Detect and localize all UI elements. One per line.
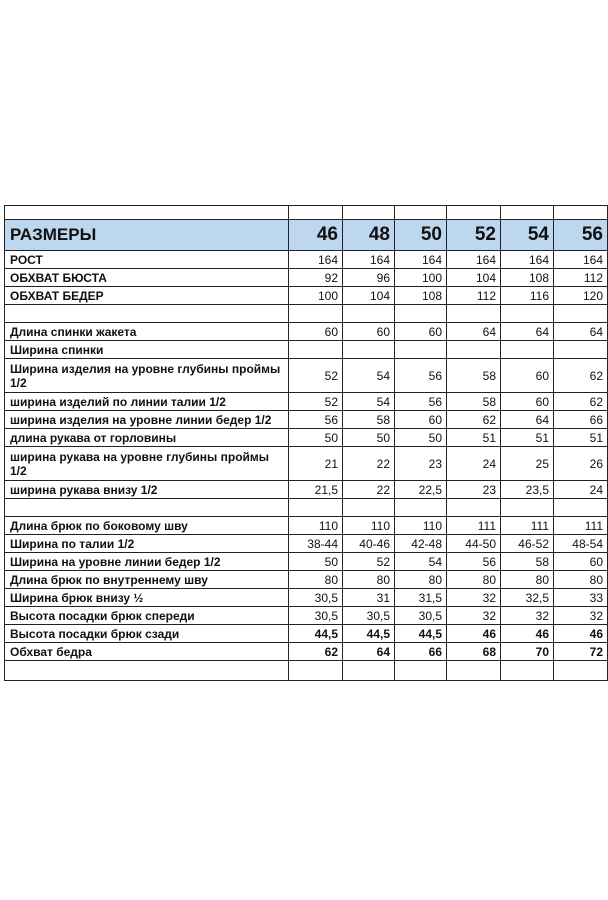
row-value: 164 [289, 251, 343, 269]
row-value: 116 [501, 287, 554, 305]
row-value: 56 [289, 411, 343, 429]
row-value: 22,5 [395, 481, 447, 499]
row-value: 54 [343, 393, 395, 411]
row-value: 21,5 [289, 481, 343, 499]
row-value: 120 [554, 287, 608, 305]
table-top-empty-row [5, 206, 608, 220]
row-value: 46-52 [501, 535, 554, 553]
row-value: 50 [289, 429, 343, 447]
row-value: 32 [447, 607, 501, 625]
row-value: 40-46 [343, 535, 395, 553]
row-value: 23 [395, 447, 447, 481]
row-value: 64 [501, 323, 554, 341]
row-value: 96 [343, 269, 395, 287]
row-label: Ширина спинки [5, 341, 289, 359]
row-value: 44-50 [447, 535, 501, 553]
row-value: 64 [501, 411, 554, 429]
row-label: ширина рукава на уровне глубины проймы 1/2 [5, 447, 289, 481]
row-value: 23,5 [501, 481, 554, 499]
row-value: 112 [447, 287, 501, 305]
row-value: 80 [447, 571, 501, 589]
table-row [5, 517, 608, 535]
table-row [5, 607, 608, 625]
row-label: Обхват бедра [5, 643, 289, 661]
row-value: 24 [447, 447, 501, 481]
row-value: 111 [554, 517, 608, 535]
row-label: ОБХВАТ БЕДЕР [5, 287, 289, 305]
row-value: 110 [395, 517, 447, 535]
row-value: 54 [395, 553, 447, 571]
row-value: 70 [501, 643, 554, 661]
row-value: 56 [395, 359, 447, 393]
row-value: 50 [289, 553, 343, 571]
row-value: 108 [501, 269, 554, 287]
table-row [5, 447, 608, 481]
row-value: 32 [554, 607, 608, 625]
table-row [5, 643, 608, 661]
row-label: Ширина по талии 1/2 [5, 535, 289, 553]
row-value: 42-48 [395, 535, 447, 553]
row-value: 30,5 [395, 607, 447, 625]
row-value: 62 [447, 411, 501, 429]
row-label: ширина рукава внизу 1/2 [5, 481, 289, 499]
row-value: 32,5 [501, 589, 554, 607]
table-row [5, 429, 608, 447]
row-value: 26 [554, 447, 608, 481]
row-value: 58 [447, 393, 501, 411]
row-value: 111 [447, 517, 501, 535]
row-value: 164 [501, 251, 554, 269]
size-header: 52 [447, 220, 501, 251]
row-label: Длина брюк по внутреннему шву [5, 571, 289, 589]
row-label: ширина изделия на уровне линии бедер 1/2 [5, 411, 289, 429]
row-value: 80 [501, 571, 554, 589]
row-value [395, 341, 447, 359]
row-label: Длина брюк по боковому шву [5, 517, 289, 535]
size-header: 56 [554, 220, 608, 251]
row-value: 58 [501, 553, 554, 571]
row-value: 80 [395, 571, 447, 589]
table-row [5, 251, 608, 269]
table-row [5, 625, 608, 643]
row-value: 31 [343, 589, 395, 607]
table-row [5, 535, 608, 553]
row-value: 46 [447, 625, 501, 643]
row-value: 64 [447, 323, 501, 341]
row-value: 92 [289, 269, 343, 287]
row-value: 164 [395, 251, 447, 269]
row-value: 44,5 [395, 625, 447, 643]
row-value: 23 [447, 481, 501, 499]
row-value: 64 [343, 643, 395, 661]
size-header: 46 [289, 220, 343, 251]
row-value: 164 [447, 251, 501, 269]
row-label: Высота посадки брюк сзади [5, 625, 289, 643]
row-value: 51 [554, 429, 608, 447]
row-value: 32 [447, 589, 501, 607]
row-label: ОБХВАТ БЮСТА [5, 269, 289, 287]
row-label: Ширина на уровне линии бедер 1/2 [5, 553, 289, 571]
row-value: 110 [343, 517, 395, 535]
row-value: 56 [447, 553, 501, 571]
row-value: 31,5 [395, 589, 447, 607]
row-value: 60 [395, 411, 447, 429]
row-value: 58 [447, 359, 501, 393]
header-label: РАЗМЕРЫ [5, 220, 289, 251]
row-value: 56 [395, 393, 447, 411]
row-value: 104 [447, 269, 501, 287]
row-value [554, 341, 608, 359]
row-value: 48-54 [554, 535, 608, 553]
row-value: 60 [395, 323, 447, 341]
row-value: 62 [554, 359, 608, 393]
row-value [343, 341, 395, 359]
table-row [5, 589, 608, 607]
table-row [5, 341, 608, 359]
table-row [5, 323, 608, 341]
row-value: 66 [395, 643, 447, 661]
row-value: 30,5 [343, 607, 395, 625]
table-row [5, 571, 608, 589]
table-spacer-row [5, 305, 608, 323]
table-row [5, 287, 608, 305]
row-value: 100 [395, 269, 447, 287]
row-value: 51 [501, 429, 554, 447]
row-value: 80 [554, 571, 608, 589]
table-spacer-row [5, 661, 608, 681]
row-value: 46 [554, 625, 608, 643]
row-value: 44,5 [289, 625, 343, 643]
row-label: Ширина изделия на уровне глубины проймы 1/2 [5, 359, 289, 393]
row-value: 44,5 [343, 625, 395, 643]
table-header-row [5, 220, 608, 251]
table-row [5, 393, 608, 411]
row-value: 60 [501, 393, 554, 411]
table-row [5, 411, 608, 429]
row-value: 21 [289, 447, 343, 481]
row-value: 72 [554, 643, 608, 661]
row-value: 68 [447, 643, 501, 661]
row-value: 111 [501, 517, 554, 535]
table-row [5, 359, 608, 393]
size-header: 48 [343, 220, 395, 251]
row-value: 64 [554, 323, 608, 341]
row-value: 60 [554, 553, 608, 571]
row-value: 52 [289, 359, 343, 393]
row-value: 25 [501, 447, 554, 481]
row-value: 22 [343, 447, 395, 481]
row-value: 108 [395, 287, 447, 305]
row-value: 46 [501, 625, 554, 643]
row-label: Ширина брюк внизу ½ [5, 589, 289, 607]
row-label: ширина изделий по линии талии 1/2 [5, 393, 289, 411]
row-value: 33 [554, 589, 608, 607]
row-value: 58 [343, 411, 395, 429]
row-value: 60 [501, 359, 554, 393]
row-value: 62 [554, 393, 608, 411]
row-value: 60 [289, 323, 343, 341]
row-value: 50 [395, 429, 447, 447]
size-header: 54 [501, 220, 554, 251]
row-value: 112 [554, 269, 608, 287]
row-value: 80 [289, 571, 343, 589]
row-value: 32 [501, 607, 554, 625]
row-value: 104 [343, 287, 395, 305]
size-chart-table [4, 205, 608, 681]
row-label: длина рукава от горловины [5, 429, 289, 447]
row-value: 30,5 [289, 607, 343, 625]
row-value: 30,5 [289, 589, 343, 607]
row-value: 52 [343, 553, 395, 571]
row-label: Высота посадки брюк спереди [5, 607, 289, 625]
row-value: 100 [289, 287, 343, 305]
row-value [501, 341, 554, 359]
row-value: 24 [554, 481, 608, 499]
table-row [5, 481, 608, 499]
row-value: 38-44 [289, 535, 343, 553]
table-spacer-row [5, 499, 608, 517]
row-value: 66 [554, 411, 608, 429]
table-row [5, 553, 608, 571]
row-value: 110 [289, 517, 343, 535]
row-value: 22 [343, 481, 395, 499]
row-value: 60 [343, 323, 395, 341]
row-value [447, 341, 501, 359]
row-value: 50 [343, 429, 395, 447]
row-value: 54 [343, 359, 395, 393]
row-label: Длина спинки жакета [5, 323, 289, 341]
row-value: 164 [343, 251, 395, 269]
row-value: 52 [289, 393, 343, 411]
table-row [5, 269, 608, 287]
row-label: РОСТ [5, 251, 289, 269]
row-value [289, 341, 343, 359]
size-header: 50 [395, 220, 447, 251]
row-value: 62 [289, 643, 343, 661]
row-value: 80 [343, 571, 395, 589]
row-value: 164 [554, 251, 608, 269]
row-value: 51 [447, 429, 501, 447]
